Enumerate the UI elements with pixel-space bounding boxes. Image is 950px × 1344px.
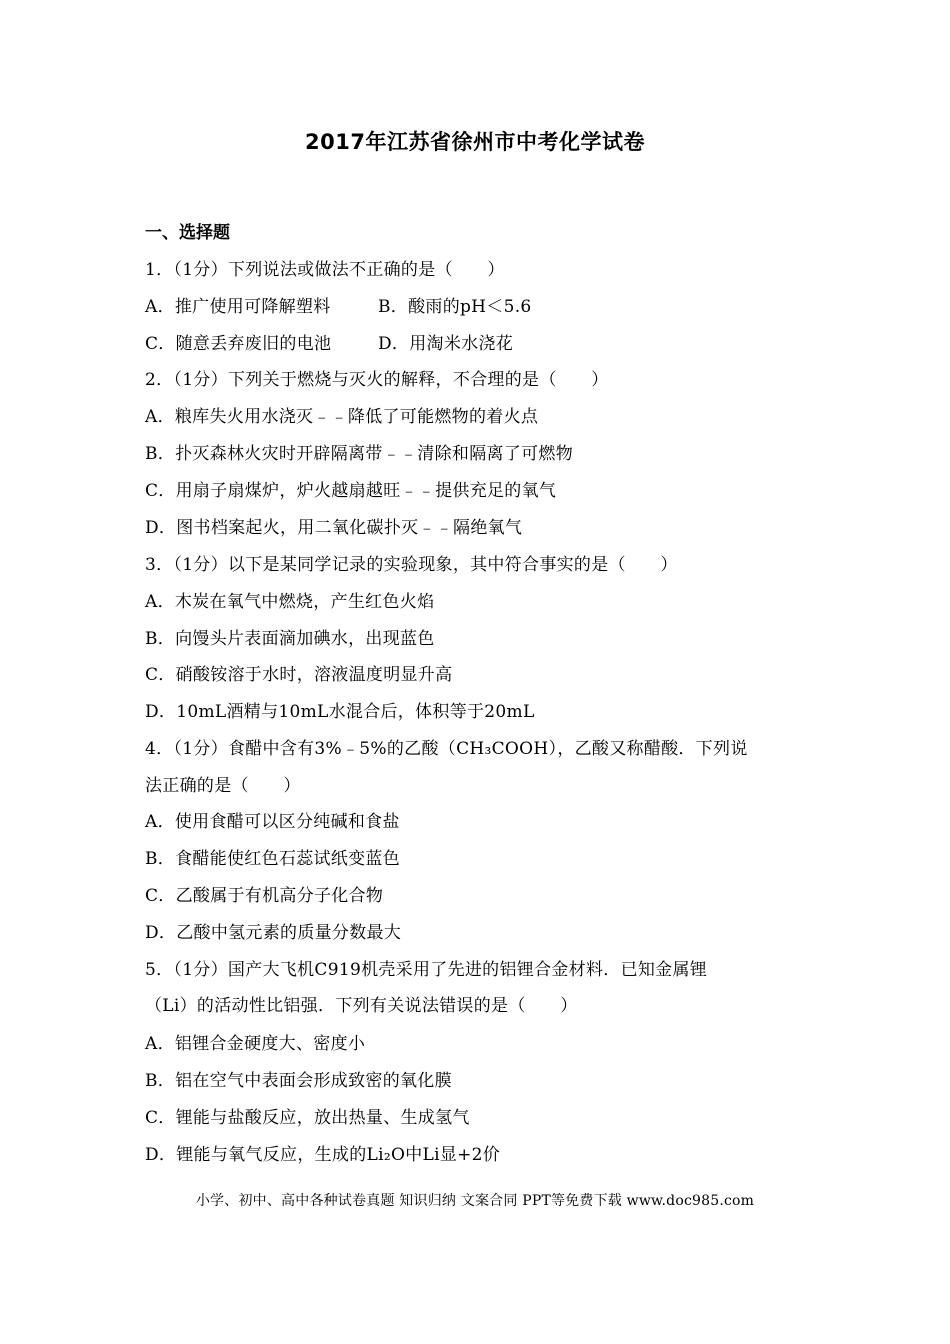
question-2-option-a: A．粮库失火用水浇灭﹣﹣降低了可能燃物的着火点 <box>145 407 539 427</box>
question-5-option-d: D．锂能与氧气反应，生成的Li₂O中Li显+2价 <box>145 1145 501 1165</box>
question-5-option-a: A．铝锂合金硬度大、密度小 <box>145 1034 366 1054</box>
page-footer[interactable]: 小学、初中、高中各种试卷真题 知识归纳 文案合同 PPT等免费下载 www.doc985.com <box>195 1193 755 1209</box>
question-4-option-c: C．乙酸属于有机高分子化合物 <box>145 886 384 906</box>
question-4-option-a: A．使用食醋可以区分纯碱和食盐 <box>145 812 400 832</box>
question-2-option-b: B．扑灭森林火灾时开辟隔离带﹣﹣清除和隔离了可燃物 <box>145 444 573 464</box>
question-5-option-b: B．铝在空气中表面会形成致密的氧化膜 <box>145 1071 452 1091</box>
question-5-stem-line-1: 5．（1分）国产大飞机C919机壳采用了先进的铝锂合金材料．已知金属锂 <box>145 960 708 980</box>
question-3-option-d: D．10mL酒精与10mL水混合后，体积等于20mL <box>145 702 535 722</box>
question-1-option-c: C．随意丢弃废旧的电池 <box>145 334 332 354</box>
page-title: 2017年江苏省徐州市中考化学试卷 <box>305 130 645 154</box>
question-4-option-b: B．食醋能使红色石蕊试纸变蓝色 <box>145 849 400 869</box>
question-3-option-a: A．木炭在氧气中燃烧，产生红色火焰 <box>145 592 435 612</box>
question-2-option-c: C．用扇子扇煤炉，炉火越扇越旺﹣﹣提供充足的氧气 <box>145 481 557 501</box>
question-1-option-b: B．酸雨的pH＜5.6 <box>378 297 532 317</box>
question-1-option-a: A．推广使用可降解塑料 <box>145 297 331 317</box>
question-3-option-b: B．向馒头片表面滴加碘水，出现蓝色 <box>145 629 435 649</box>
question-3-option-c: C．硝酸铵溶于水时，溶液温度明显升高 <box>145 665 453 685</box>
question-5-stem-line-2: （Li）的活动性比铝强．下列有关说法错误的是（ ） <box>145 996 578 1016</box>
section-heading: 一、选择题 <box>145 223 230 243</box>
question-3-stem: 3．（1分）以下是某同学记录的实验现象，其中符合事实的是（ ） <box>145 555 678 575</box>
question-2-option-d: D．图书档案起火，用二氧化碳扑灭﹣﹣隔绝氧气 <box>145 518 523 538</box>
question-2-stem: 2．（1分）下列关于燃烧与灭火的解释，不合理的是（ ） <box>145 370 609 390</box>
question-4-stem-line-2: 法正确的是（ ） <box>145 776 301 796</box>
question-4-option-d: D．乙酸中氢元素的质量分数最大 <box>145 923 402 943</box>
question-1-stem: 1．（1分）下列说法或做法不正确的是（ ） <box>145 260 505 280</box>
question-5-option-c: C．锂能与盐酸反应，放出热量、生成氢气 <box>145 1108 470 1128</box>
question-4-stem-line-1: 4．（1分）食醋中含有3%﹣5%的乙酸（CH₃COOH），乙酸又称醋酸．下列说 <box>145 739 748 759</box>
question-1-option-d: D．用淘米水浇花 <box>378 334 514 354</box>
